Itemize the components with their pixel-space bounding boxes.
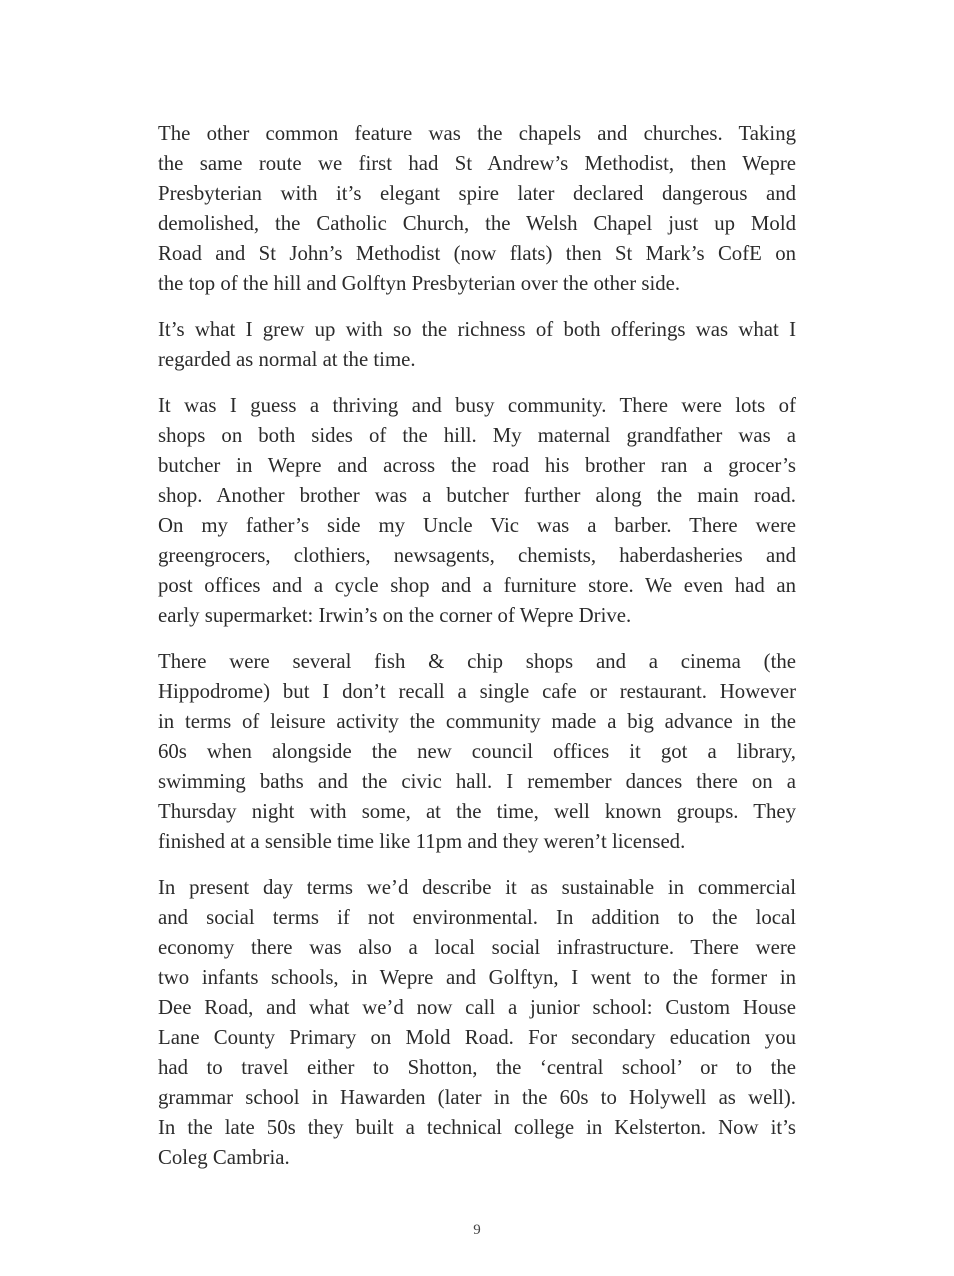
paragraph	[158, 873, 796, 1173]
text-line: grammar school in Hawarden (later in the 60s to Holywell as well).	[158, 1086, 796, 1109]
text-line: On my father’s side my Uncle Vic was a barber. There were	[158, 514, 796, 537]
paragraph	[158, 647, 796, 857]
page-number: 9	[473, 1222, 481, 1238]
text-line: Lane County Primary on Mold Road. For secondary education you	[158, 1026, 796, 1049]
text-line: two infants schools, in Wepre and Golftyn, I went to the former in	[158, 966, 796, 989]
text-line: It was I guess a thriving and busy community. There were lots of	[158, 394, 796, 417]
text-line: finished at a sensible time like 11pm and they weren’t licensed.	[158, 830, 686, 853]
text-line: early supermarket: Irwin’s on the corner of Wepre Drive.	[158, 604, 632, 627]
text-line: Dee Road, and what we’d now call a junior school: Custom House	[158, 996, 796, 1019]
text-line: demolished, the Catholic Church, the Welsh Chapel just up Mold	[158, 212, 796, 235]
text-line: and social terms if not environmental. In addition to the local	[158, 906, 796, 929]
text-line: shop. Another brother was a butcher further along the main road.	[158, 484, 796, 507]
text-line: swimming baths and the civic hall. I remember dances there on a	[158, 770, 796, 793]
text-line: In the late 50s they built a technical college in Kelsterton. Now it’s	[158, 1116, 796, 1139]
text-line: It’s what I grew up with so the richness of both offerings was what I	[158, 318, 796, 341]
text-line: There were several fish & chip shops and a cinema (the	[158, 650, 796, 673]
text-line: in terms of leisure activity the community made a big advance in the	[158, 710, 796, 733]
paragraph	[158, 391, 796, 631]
text-line: Presbyterian with it’s elegant spire later declared dangerous and	[158, 182, 796, 205]
paragraph	[158, 119, 796, 299]
page-body	[158, 119, 796, 1189]
text-line: regarded as normal at the time.	[158, 348, 416, 371]
text-line: post offices and a cycle shop and a furniture store. We even had an	[158, 574, 796, 597]
text-line: 60s when alongside the new council offices it got a library,	[158, 740, 796, 763]
text-line: Hippodrome) but I don’t recall a single cafe or restaurant. However	[158, 680, 796, 703]
text-line: had to travel either to Shotton, the ‘central school’ or to the	[158, 1056, 796, 1079]
text-line: the same route we first had St Andrew’s Methodist, then Wepre	[158, 152, 796, 175]
paragraph	[158, 315, 796, 375]
text-line: butcher in Wepre and across the road his brother ran a grocer’s	[158, 454, 796, 477]
text-line: the top of the hill and Golftyn Presbyterian over the other side.	[158, 272, 681, 295]
text-line: Road and St John’s Methodist (now flats) then St Mark’s CofE on	[158, 242, 796, 265]
text-line: Thursday night with some, at the time, well known groups. They	[158, 800, 796, 823]
text-line: Coleg Cambria.	[158, 1146, 290, 1169]
text-line: The other common feature was the chapels and churches. Taking	[158, 122, 796, 145]
text-line: greengrocers, clothiers, newsagents, chemists, haberdasheries and	[158, 544, 796, 567]
text-line: shops on both sides of the hill. My maternal grandfather was a	[158, 424, 796, 447]
text-line: economy there was also a local social infrastructure. There were	[158, 936, 796, 959]
text-line: In present day terms we’d describe it as sustainable in commercial	[158, 876, 796, 899]
